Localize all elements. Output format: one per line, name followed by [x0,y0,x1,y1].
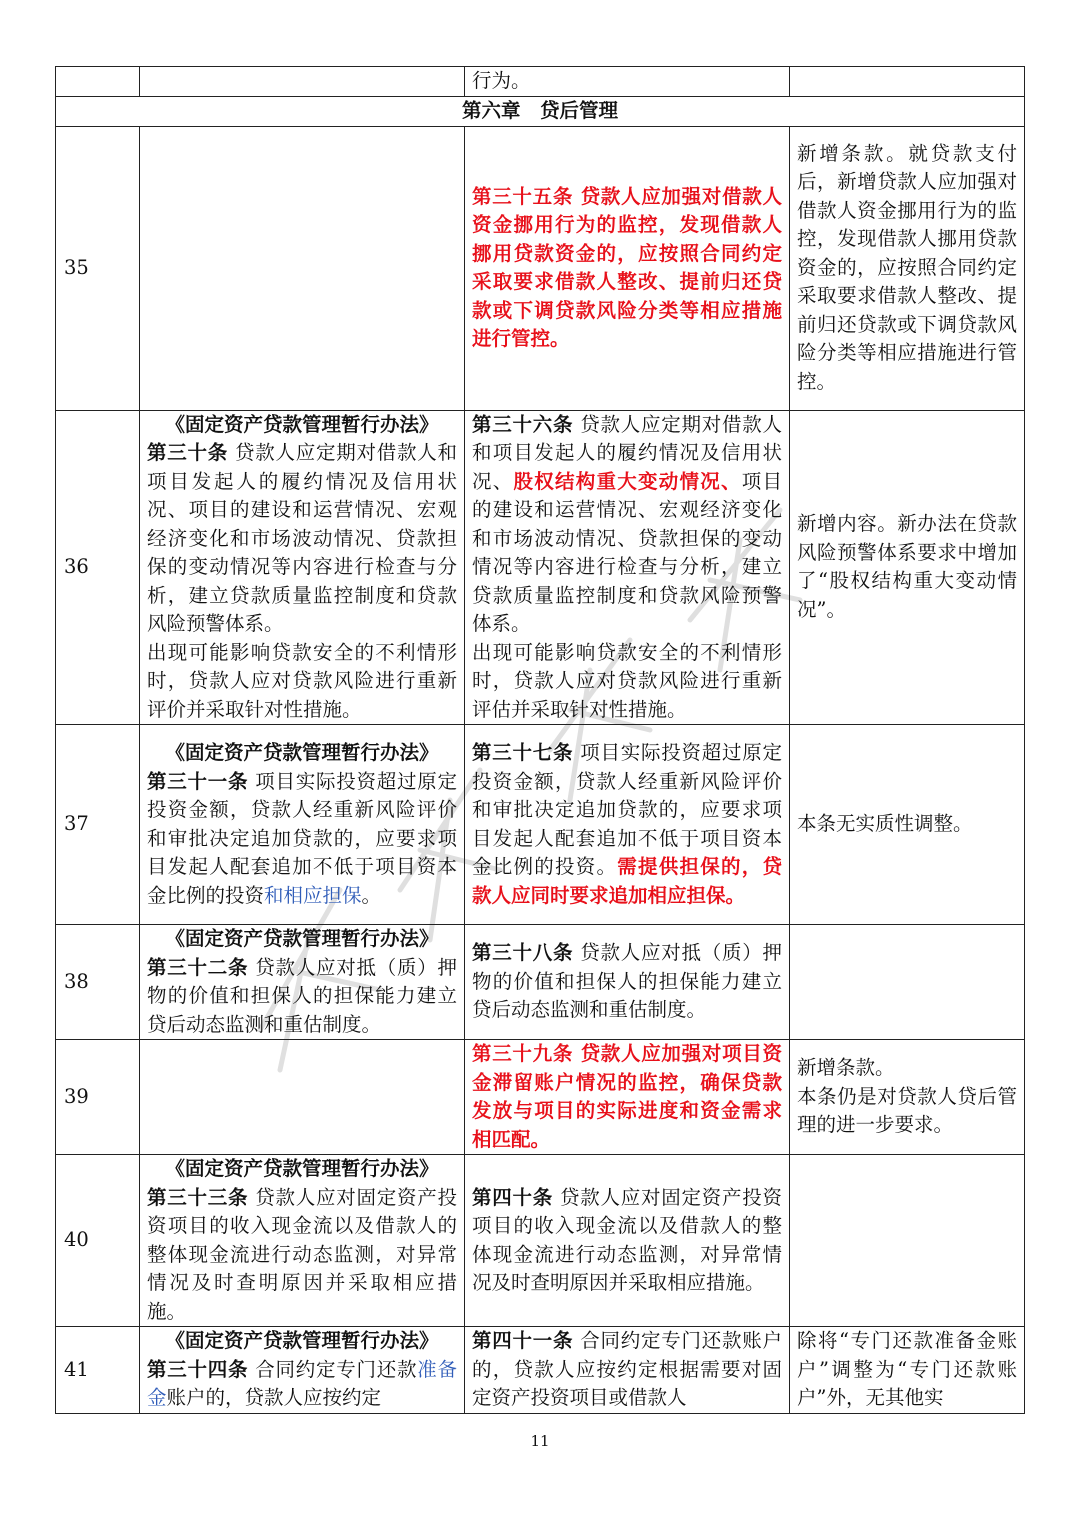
old-article-label: 第三十一条 [147,769,249,793]
row-number: 39 [56,1040,140,1155]
new-clause-p2: 出现可能影响贷款安全的不利情形时，贷款人应对贷款风险进行重新评估并采取针对性措施。 [472,640,782,721]
old-law-title: 《固定资产贷款管理暂行办法》 [165,1157,439,1180]
new-clause: 第三十九条 贷款人应加强对项目资金滞留账户情况的监控，确保贷款发放与项目的实际进度和资金需求相匹配。 [472,1042,782,1151]
table-row [56,1327,1025,1414]
table-row [56,1155,1025,1327]
old-article-label: 第三十条 [147,441,229,464]
row-number: 37 [56,725,140,925]
old-article-label: 第三十三条 [147,1185,249,1209]
punctuation: 。 [361,883,382,907]
new-clause-highlight: 股权结构重大变动情况、 [513,469,742,493]
row-number: 36 [56,410,140,725]
old-clause: 贷款人应对抵（质）押物的价值和担保人的担保能力建立贷后动态监测和重估制度。 [147,955,457,1036]
old-clause: 合同约定专门还款 [248,1357,418,1381]
row-number: 40 [56,1155,140,1327]
new-article-label: 第三十七条 [472,741,574,764]
new-clause-highlight: 需提供担保的，贷款人应同时要求追加相应担保。 [472,855,782,907]
new-clause: 贷款人应定期对借款人和项目发起人的履约情况及信用状况、 [472,412,782,493]
row-number: 38 [56,925,140,1040]
chapter-row [56,96,1025,126]
row-number: 35 [56,126,140,410]
old-clause: 贷款人应对固定资产投资项目的收入现金流以及借款人的整体现金流进行动态监测，对异常情况及时查明原因并采取相应措施。 [147,1185,457,1323]
new-article-label: 第四十一条 [472,1329,574,1352]
new-clause: 贷款人应对抵（质）押物的价值和担保人的担保能力建立贷后动态监测和重估制度。 [472,941,782,1022]
old-clause-removed: 准备金 [147,1357,457,1409]
old-clause-removed: 和相应担保 [264,883,362,907]
table-row [56,126,1025,410]
note-p2: 本条仍是对贷款人贷后管理的进一步要求。 [797,1084,1017,1137]
new-article-label: 第四十条 [472,1185,554,1209]
new-article-label: 第三十八条 [472,941,574,965]
old-article-label: 第三十二条 [147,955,249,979]
new-article-label: 第三十六条 [472,412,574,436]
note: 本条无实质性调整。 [790,725,1025,925]
table-row [56,1040,1025,1155]
chapter-title: 第六章 贷后管理 [56,96,1025,126]
note: 新增条款。 [797,1056,895,1080]
note: 除将“专门还款准备金账户”调整为“专门还款账户”外，无其他实 [790,1327,1025,1414]
note: 新增内容。新办法在贷款风险预警体系要求中增加了“股权结构重大变动情况”。 [790,410,1025,725]
old-article-label: 第三十四条 [147,1357,249,1381]
new-clause-cont: 项目的建设和运营情况、宏观经济变化和市场波动情况、贷款担保的变动情况等内容进行检查与分析，建立贷款质量监控制度和贷款风险预警体系。 [472,469,782,635]
cell-text: 行为。 [472,69,531,92]
page-number: 11 [530,1432,550,1450]
old-law-title: 《固定资产贷款管理暂行办法》 [165,412,439,436]
old-law-title: 《固定资产贷款管理暂行办法》 [165,1329,439,1352]
old-clause: 贷款人应定期对借款人和项目发起人的履约情况及信用状况、项目的建设和运营情况、宏观经济变化和市场波动情况、贷款担保的变动情况等内容进行检查与分析，建立贷款质量监控制度和贷款风险预警体系。 [147,441,457,635]
note: 新增条款。就贷款支付后，新增贷款人应加强对借款人资金挪用行为的监控，发现借款人挪用贷款资金的，应按照合同约定采取要求借款人整改、提前归还贷款或下调贷款风险分类等相应措施进行管控。 [790,126,1025,410]
old-clause-cont: 账户的，贷款人应按约定 [166,1386,382,1409]
old-law-title: 《固定资产贷款管理暂行办法》 [165,741,439,764]
comparison-table [55,66,1025,1414]
old-law-title: 《固定资产贷款管理暂行办法》 [165,927,439,950]
table-row [56,925,1025,1040]
old-clause-p2: 出现可能影响贷款安全的不利情形时，贷款人应对贷款风险进行重新评价并采取针对性措施。 [147,640,457,721]
new-clause: 第三十五条 贷款人应加强对借款人资金挪用行为的监控，发现借款人挪用贷款资金的，应按照合同约定采取要求借款人整改、提前归还贷款或下调贷款风险分类等相应措施进行管控。 [472,184,782,350]
table-row [56,67,1025,97]
new-clause: 合同约定专门还款账户的，贷款人应按约定根据需要对固定资产投资项目或借款人 [472,1329,782,1409]
row-number: 41 [56,1327,140,1414]
new-clause: 项目实际投资超过原定投资金额，贷款人经重新风险评价和审批决定追加贷款的，应要求项目发起人配套追加不低于项目资本金比例的投资。 [472,741,782,878]
old-clause: 项目实际投资超过原定投资金额，贷款人经重新风险评价和审批决定追加贷款的，应要求项目发起人配套追加不低于项目资本金比例的投资 [147,769,457,907]
new-clause: 贷款人应对固定资产投资项目的收入现金流以及借款人的整体现金流进行动态监测，对异常情况及时查明原因并采取相应措施。 [472,1185,782,1294]
table-row [56,410,1025,725]
table-row [56,725,1025,925]
